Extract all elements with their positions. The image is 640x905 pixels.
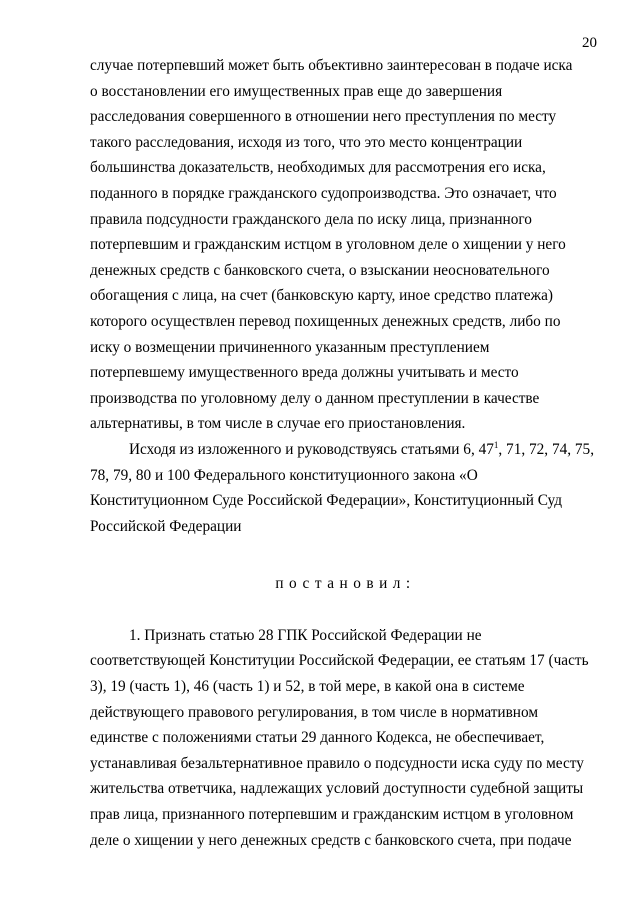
superscript: 1 [493, 439, 499, 450]
text-fragment: Исходя из изложенного и руководствуясь статьями 6, 47 [129, 440, 494, 458]
text-line: устанавливая безальтернативное правило о подсудности иска суду по месту [90, 754, 584, 772]
text-line: правила подсудности гражданского дела по иску лица, признанного [90, 210, 532, 228]
text-line: альтернативы, в том числе в случае его приостановления. [90, 415, 466, 433]
text-line: которого осуществлен перевод похищенных денежных средств, либо по [90, 312, 561, 330]
text-line: прав лица, признанного потерпевшим и гражданским истцом в уголовном [90, 806, 574, 824]
text-fragment: , 71, 72, 74, 75, [498, 440, 595, 458]
text-line: действующего правового регулирования, в том числе в нормативном [90, 703, 539, 721]
text-line: потерпевшему имущественного вреда должны учитывать и место [90, 364, 519, 382]
section-heading: постановил: [275, 575, 416, 593]
text-line [90, 437, 595, 463]
text-line: 78, 79, 80 и 100 Федерального конституционного закона «О [90, 466, 478, 484]
text-line: деле о хищении у него денежных средств с банковского счета, при подаче [90, 831, 572, 849]
text-line: расследования совершенного в отношении него преступления по месту [90, 108, 557, 126]
text-line: 3), 19 (часть 1), 46 (часть 1) и 52, в той мере, в какой она в системе [90, 678, 525, 696]
text-line: случае потерпевший может быть объективно заинтересован в подаче иска [90, 57, 573, 74]
paragraph-1 [90, 53, 595, 437]
text-line: большинства доказательств, необходимых для рассмотрения его иска, [90, 159, 546, 177]
page-number: 20 [582, 35, 597, 51]
text-line: Конституционном Суде Российской Федерации», Конституционный Суд [90, 492, 563, 510]
text-line: производства по уголовному делу о данном преступлении в качестве [90, 389, 540, 407]
text-line: такого расследования, исходя из того, что это место концентрации [90, 133, 523, 151]
paragraph-2 [90, 437, 595, 539]
text-line: потерпевшим и гражданским истцом в уголовном деле о хищении у него [90, 236, 566, 254]
document-body [90, 53, 595, 853]
text-line: жительства ответчика, надлежащих условий доступности судебной защиты [90, 780, 584, 798]
text-line: иску о возмещении причиненного указанным преступлением [90, 338, 490, 356]
text-line: Российской Федерации [90, 517, 242, 535]
text-line: обогащения с лица, на счет (банковскую карту, иное средство платежа) [90, 287, 553, 305]
text-line: 1. Признать статью 28 ГПК Российской Федерации не [129, 626, 482, 644]
text-line: о восстановлении его имущественных прав еще до завершения [90, 82, 503, 100]
paragraph-3 [90, 623, 595, 853]
text-line: соответствующей Конституции Российской Федерации, ее статьям 17 (часть [90, 652, 589, 670]
text-line: единстве с положениями статьи 29 данного Кодекса, не обеспечивает, [90, 729, 545, 747]
text-line: денежных средств с банковского счета, о взыскании неосновательного [90, 261, 550, 279]
text-line: поданного в порядке гражданского судопроизводства. Это означает, что [90, 184, 557, 202]
